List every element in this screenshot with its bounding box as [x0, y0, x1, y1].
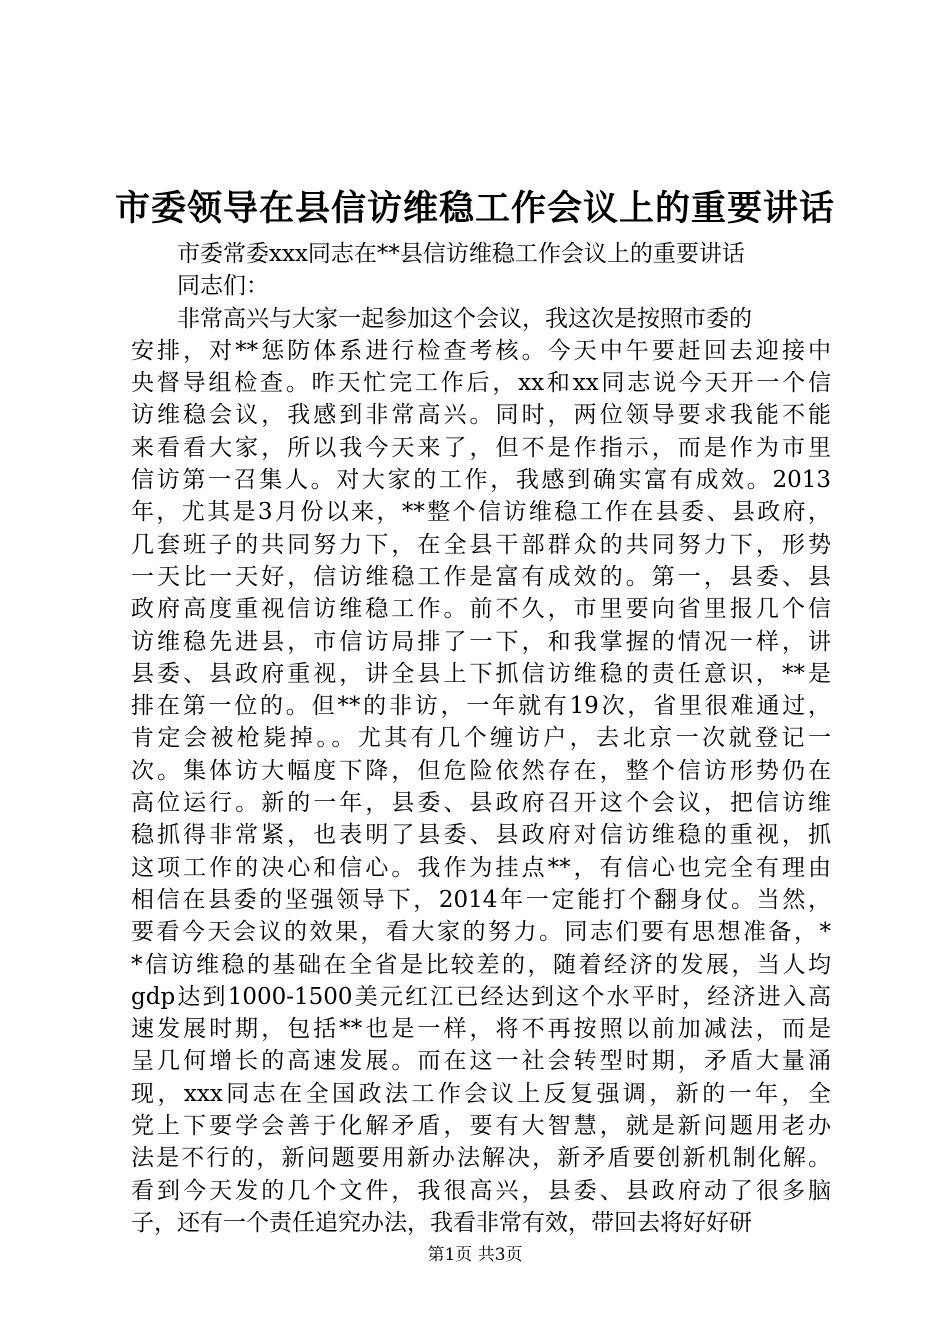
body-line: 访维稳会议，我感到非常高兴。同时，两位领导要求我能不能 — [131, 402, 831, 429]
body-line: 政府高度重视信访维稳工作。前不久，市里要向省里报几个信 — [131, 596, 831, 623]
body-line: 呈几何增长的高速发展。而在这一社会转型时期，矛盾大量涌 — [131, 1048, 831, 1075]
body-line: gdp达到1000-1500美元红江已经达到这个水平时，经济进入高 — [131, 983, 831, 1010]
body-line: 看到今天发的几个文件，我很高兴，县委、县政府动了很多脑 — [131, 1177, 831, 1204]
body-line: 年，尤其是3月份以来，**整个信访维稳工作在县委、县政府， — [131, 499, 831, 526]
body-line: 来看看大家，所以我今天来了，但不是作指示，而是作为市里 — [131, 434, 831, 461]
body-line: 几套班子的共同努力下，在全县干部群众的共同努力下，形势 — [131, 531, 831, 558]
body-line: 一天比一天好，信访维稳工作是富有成效的。第一，县委、县 — [131, 563, 831, 590]
body-line: 相信在县委的坚强领导下，2014年一定能打个翻身仗。当然， — [131, 886, 831, 913]
body-line: 排在第一位的。但**的非访，一年就有19次，省里很难通过， — [131, 693, 831, 720]
page-footer: 第1页 共3页 — [427, 1245, 523, 1265]
body-line: 安排，对**惩防体系进行检查考核。今天中午要赶回去迎接中 — [131, 337, 831, 364]
body-line: 央督导组检查。昨天忙完工作后，xx和xx同志说今天开一个信 — [131, 370, 831, 397]
document-body — [131, 238, 831, 1239]
body-line: 高位运行。新的一年，县委、县政府召开这个会议，把信访维 — [131, 790, 831, 817]
body-line: 现，xxx同志在全国政法工作会议上反复强调，新的一年，全 — [131, 1080, 831, 1107]
body-line: 速发展时期，包括**也是一样，将不再按照以前加减法，而是 — [131, 1016, 831, 1043]
body-line: 同志们： — [177, 273, 269, 300]
body-line: 信访第一召集人。对大家的工作，我感到确实富有成效。2013 — [131, 467, 831, 494]
body-line: 访维稳先进县，市信访局排了一下，和我掌握的情况一样，讲 — [131, 628, 831, 655]
body-line: 党上下要学会善于化解矛盾，要有大智慧，就是新问题用老办 — [131, 1113, 831, 1140]
body-line: 法是不行的，新问题要用新办法解决，新矛盾要创新机制化解。 — [131, 1145, 831, 1172]
body-line: 要看今天会议的效果，看大家的努力。同志们要有思想准备，* — [131, 919, 831, 946]
body-line: 非常高兴与大家一起参加这个会议，我这次是按照市委的 — [177, 305, 752, 332]
body-line: 县委、县政府重视，讲全县上下抓信访维稳的责任意识，**是 — [131, 660, 831, 687]
body-line: 肯定会被枪毙掉。。尤其有几个缠访户，去北京一次就登记一 — [131, 725, 831, 752]
body-line: 这项工作的决心和信心。我作为挂点**，有信心也完全有理由 — [131, 854, 831, 881]
body-line: 稳抓得非常紧，也表明了县委、县政府对信访维稳的重视，抓 — [131, 822, 831, 849]
body-line: 次。集体访大幅度下降，但危险依然存在，整个信访形势仍在 — [131, 757, 831, 784]
document-title: 市委领导在县信访维稳工作会议上的重要讲话 — [114, 188, 835, 229]
body-line: 子，还有一个责任追究办法，我看非常有效，带回去将好好研 — [131, 1209, 752, 1236]
body-line: *信访维稳的基础在全省是比较差的，随着经济的发展，当人均 — [131, 951, 831, 978]
body-line: 市委常委xxx同志在**县信访维稳工作会议上的重要讲话 — [177, 241, 745, 267]
